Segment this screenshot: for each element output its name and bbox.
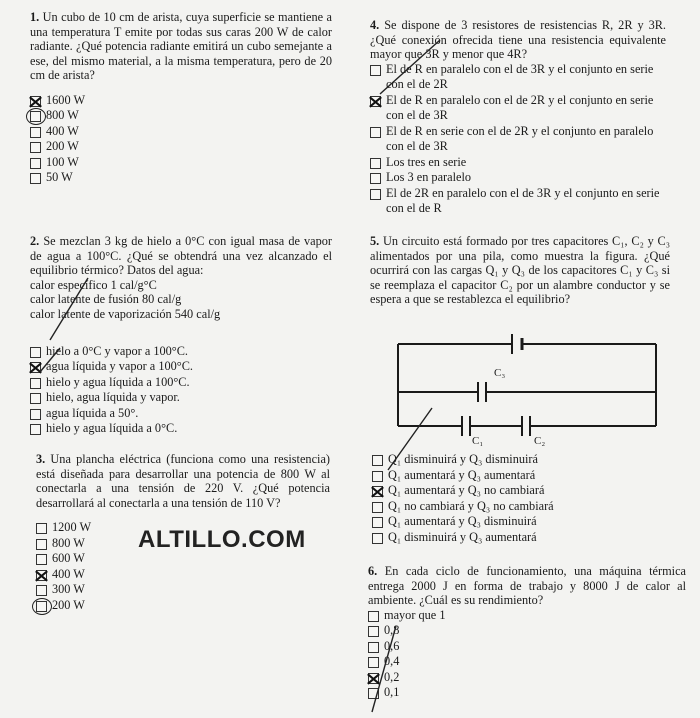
question-1-number: 1.: [30, 10, 40, 24]
q1-option-e[interactable]: [30, 155, 332, 171]
capacitor-c2-label: C₂: [534, 435, 546, 447]
q5-option-e[interactable]: [372, 514, 662, 530]
option-label: 800 W: [52, 535, 85, 550]
q4-option-d[interactable]: [370, 155, 666, 171]
capacitor-c3-label: C₃: [494, 367, 506, 379]
option-label: 200 W: [52, 597, 85, 612]
option-label: El de 2R en paralelo con el de 3R y el conjunto en serie con el de R: [386, 185, 660, 216]
option-label: 100 W: [46, 154, 79, 169]
question-1-text: 1. Un cubo de 10 cm de arista, cuya superficie se mantiene a una temperatura T emite por todas sus caras 200 W de calor radiante. ¿Qué potencia radiante emitirá un cubo semejante a ese, del mismo material, a la misma temperatura, pero de 20 cm de arista?: [30, 10, 332, 83]
checkbox-marked[interactable]: [370, 96, 381, 107]
checkbox[interactable]: [30, 347, 41, 358]
q3-option-e[interactable]: [36, 582, 330, 598]
data-line: calor específico 1 cal/g°C: [30, 277, 157, 292]
q3-option-d[interactable]: [36, 567, 330, 583]
q6-option-b[interactable]: [368, 623, 686, 639]
question-5: [370, 234, 670, 313]
checkbox[interactable]: [30, 158, 41, 169]
option-label: hielo y agua líquida a 100°C.: [46, 374, 190, 389]
data-line: calor latente de vaporización 540 cal/g: [30, 306, 221, 321]
question-2-number: 2.: [30, 234, 40, 248]
q1-option-d[interactable]: [30, 139, 332, 155]
question-4-text: 4. Se dispone de 3 resistores de resistencias R, 2R y 3R. ¿Qué conexión ofrecida tiene una resistencia equivalente mayor que 3R y menor que 4R?: [370, 18, 667, 62]
option-label: Q₁ aumentará y Q₃ no cambiará: [388, 483, 545, 497]
checkbox[interactable]: [368, 611, 379, 622]
checkbox[interactable]: [36, 523, 47, 534]
option-label: 0,4: [384, 654, 400, 669]
option-label: 0,2: [384, 669, 400, 684]
checkbox[interactable]: [30, 127, 41, 138]
q4-option-c[interactable]: [370, 124, 666, 155]
checkbox-marked[interactable]: [36, 570, 47, 581]
q2-option-d[interactable]: [30, 390, 332, 406]
q4-option-b[interactable]: [370, 93, 666, 124]
option-label: 1600 W: [46, 92, 86, 107]
option-label: Los tres en serie: [386, 154, 467, 169]
q2-option-b[interactable]: [30, 359, 332, 375]
checkbox[interactable]: [370, 158, 381, 169]
option-label: El de R en paralelo con el de 2R y el conjunto en serie con el de 3R: [386, 92, 654, 123]
option-label: 400 W: [46, 123, 79, 138]
checkbox[interactable]: [30, 409, 41, 420]
q3-option-f[interactable]: [36, 598, 330, 614]
q1-option-b[interactable]: [30, 108, 332, 124]
q5-option-b[interactable]: [372, 468, 662, 484]
question-6: [368, 564, 686, 701]
checkbox[interactable]: [372, 455, 383, 466]
question-5-text: 5. Un circuito está formado por tres capacitores C₁, C₂ y C₃ alimentados por una pila, como muestra la figura. ¿Qué ocurrirá con las cargas Q₁ y Q₃ de los capacitores C₁ y C₃ si se reemplaza el capacitor C₂ por un alambre conductor y se espera a que se restablezca el equilibrio?: [370, 234, 671, 307]
option-label: El de R en serie con el de 2R y el conjunto en paralelo con el de 3R: [386, 123, 654, 154]
question-2-text: 2. Se mezclan 3 kg de hielo a 0°C con igual masa de vapor de agua a 100°C. ¿Qué se obtendrá una vez alcanzado el equilibrio térmico? Datos del agua:: [30, 234, 332, 278]
option-label: Q₁ disminuirá y Q₃ aumentará: [388, 529, 537, 544]
checkbox[interactable]: [368, 688, 379, 699]
checkbox[interactable]: [372, 533, 383, 544]
question-1: [30, 10, 332, 186]
checkbox[interactable]: [36, 539, 47, 550]
checkbox[interactable]: [372, 517, 383, 528]
q5-option-c[interactable]: [372, 483, 662, 499]
checkbox[interactable]: [36, 585, 47, 596]
question-6-text: 6. En cada ciclo de funcionamiento, una máquina térmica entrega 2000 J en forma de trabajo y 8000 J de calor al ambiente. ¿Cuál es su rendimiento?: [368, 564, 686, 608]
option-label: hielo, agua líquida y vapor.: [46, 390, 180, 405]
question-6-number: 6.: [368, 564, 378, 578]
option-label: 0,1: [384, 685, 400, 700]
option-label: 600 W: [52, 551, 85, 566]
question-5-number: 5.: [370, 234, 380, 248]
question-4-number: 4.: [370, 18, 380, 32]
q6-option-f[interactable]: [368, 685, 686, 701]
option-label: Q₁ aumentará y Q₃ aumentará: [388, 467, 536, 482]
checkbox-marked[interactable]: [368, 673, 379, 684]
checkbox[interactable]: [370, 173, 381, 184]
option-label: 0,6: [384, 638, 400, 653]
q1-option-c[interactable]: [30, 124, 332, 140]
checkbox[interactable]: [370, 65, 381, 76]
checkbox-circled[interactable]: [36, 601, 47, 612]
option-label: agua líquida a 50°.: [46, 405, 139, 420]
option-label: 0,8: [384, 623, 400, 638]
q6-option-d[interactable]: [368, 654, 686, 670]
question-3-text: 3. Una plancha eléctrica (funciona como una resistencia) está diseñada para desarrollar una potencia de 800 W al conectarla a una tensión de 220 V. ¿Qué potencia desarrollará al conectarla a una tensión de 110 V?: [36, 452, 331, 510]
q6-option-a[interactable]: [368, 608, 686, 624]
checkbox[interactable]: [30, 173, 41, 184]
q1-option-f[interactable]: [30, 170, 332, 186]
q4-option-a[interactable]: [370, 62, 666, 93]
option-label: hielo y agua líquida a 0°C.: [46, 421, 178, 436]
q5-option-a[interactable]: [372, 452, 662, 468]
checkbox-circled[interactable]: [30, 111, 41, 122]
q2-option-a[interactable]: [30, 344, 332, 360]
option-label: Los 3 en paralelo: [386, 170, 472, 185]
question-4: [370, 18, 666, 217]
option-label: agua líquida y vapor a 100°C.: [46, 359, 193, 374]
question-3-number: 3.: [36, 452, 46, 466]
q2-option-c[interactable]: [30, 375, 332, 391]
checkbox-marked[interactable]: [372, 486, 383, 497]
checkbox[interactable]: [30, 393, 41, 404]
checkbox[interactable]: [30, 424, 41, 435]
q4-option-f[interactable]: [370, 186, 666, 217]
checkbox[interactable]: [30, 378, 41, 389]
water-data: [30, 278, 332, 322]
q6-option-c[interactable]: [368, 639, 686, 655]
capacitor-circuit-diagram: [378, 332, 678, 450]
option-label: El de R en paralelo con el de 3R y el conjunto en serie con el de 2R: [386, 61, 654, 92]
checkbox[interactable]: [30, 142, 41, 153]
checkbox[interactable]: [370, 127, 381, 138]
q1-option-a[interactable]: [30, 93, 332, 109]
checkbox[interactable]: [368, 626, 379, 637]
option-label: 400 W: [52, 566, 85, 581]
checkbox[interactable]: [368, 642, 379, 653]
checkbox[interactable]: [372, 502, 383, 513]
question-2: [30, 234, 332, 437]
checkbox[interactable]: [368, 657, 379, 668]
option-label: Q₁ aumentará y Q₃ disminuirá: [388, 514, 537, 528]
option-label: Q₁ no cambiará y Q₃ no cambiará: [388, 498, 554, 513]
q2-option-f[interactable]: [30, 421, 332, 437]
capacitor-c1-label: C₁: [472, 435, 484, 447]
option-label: 800 W: [46, 108, 79, 123]
option-label: 1200 W: [52, 520, 92, 535]
option-label: Q₁ disminuirá y Q₃ disminuirá: [388, 452, 538, 466]
question-5-options: [372, 452, 662, 545]
q5-option-d[interactable]: [372, 499, 662, 515]
option-label: 50 W: [46, 170, 73, 185]
q2-option-e[interactable]: [30, 406, 332, 422]
option-label: 200 W: [46, 139, 79, 154]
checkbox-marked[interactable]: [30, 362, 41, 373]
checkbox[interactable]: [372, 471, 383, 482]
checkbox[interactable]: [36, 554, 47, 565]
option-label: 300 W: [52, 582, 85, 597]
q5-option-f[interactable]: [372, 530, 662, 546]
option-label: mayor que 1: [384, 607, 446, 622]
q4-option-e[interactable]: [370, 170, 666, 186]
option-label: hielo a 0°C y vapor a 100°C.: [46, 343, 189, 358]
watermark-text: ALTILLO.COM: [138, 526, 306, 553]
q6-option-e[interactable]: [368, 670, 686, 686]
checkbox-marked[interactable]: [30, 96, 41, 107]
checkbox[interactable]: [370, 189, 381, 200]
data-line: calor latente de fusión 80 cal/g: [30, 292, 182, 307]
